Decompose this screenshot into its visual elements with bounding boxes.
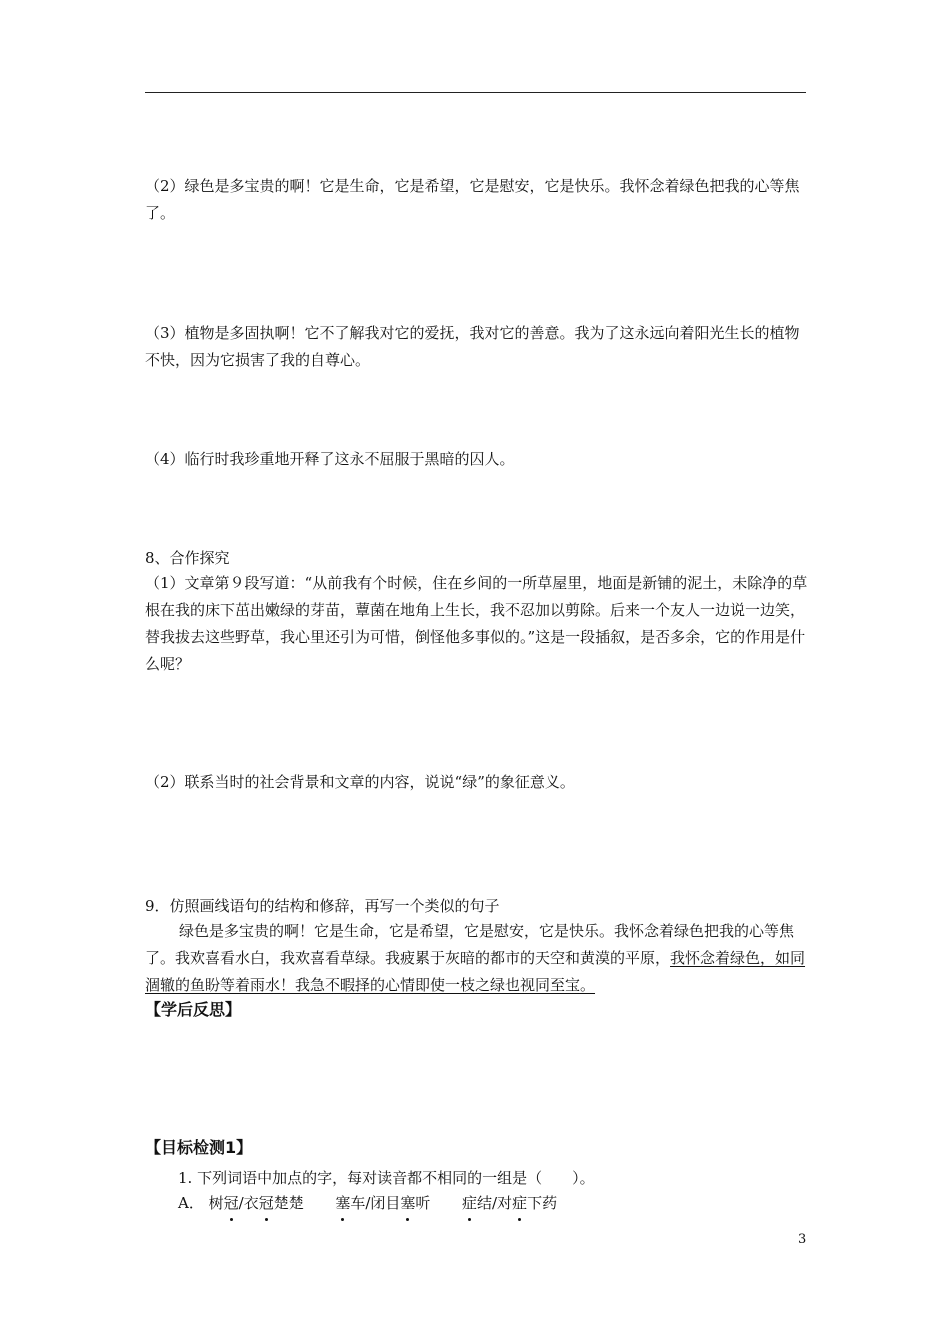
- dotted-char: 塞: [335, 1190, 350, 1217]
- header-rule: [145, 92, 806, 93]
- page-number: 3: [798, 1232, 807, 1247]
- q8-paragraph-1: （1）文章第９段写道：“从前我有个时候，住在乡间的一所草屋里，地面是新铺的泥土，未除净的草根在我的床下茁出嫩绿的芽苗，蕈菌在地角上生长，我不忍加以剪除。后来一个友人一边说一边笑，替我拔去这些野草，我心里还引为可惜，倒怪他多事似的。”这是一段插叙，是否多余，它的作用是什么呢？: [145, 574, 808, 673]
- option-a-pair-1: 树冠/衣冠楚楚: [209, 1194, 304, 1212]
- option-a-pair-2: 塞车/闭目塞听: [335, 1194, 430, 1212]
- q9-title: 9．仿照画线语句的结构和修辞，再写一个类似的句子: [145, 897, 500, 915]
- dotted-char: 症: [512, 1190, 527, 1217]
- q9-body: [145, 918, 810, 999]
- target-option-a: [178, 1190, 557, 1217]
- q7-paragraph-3: （3）植物是多固执啊！它不了解我对它的爱抚，我对它的善意。我为了这永远向着阳光生长的植物不快，因为它损害了我的自尊心。: [145, 324, 800, 369]
- q8-title: 8、合作探究: [145, 549, 230, 567]
- target-heading: 【目标检测1】: [145, 1138, 253, 1157]
- dotted-char: 症: [462, 1190, 477, 1217]
- q9-body-plain: 绿色是多宝贵的啊！它是生命，它是希望，它是慰安，它是快乐。我怀念着绿色把我的心等焦了。我欢喜看水白，我欢喜看草绿。我疲累于灰暗的都市的天空和黄漠的平原，: [145, 922, 795, 967]
- reflection-heading: 【学后反思】: [145, 1000, 242, 1019]
- q7-paragraph-4: （4）临行时我珍重地开释了这永不屈服于黑暗的囚人。: [145, 450, 515, 468]
- dotted-char: 冠: [259, 1190, 274, 1217]
- q7-paragraph-2: （2）绿色是多宝贵的啊！它是生命，它是希望，它是慰安，它是快乐。我怀念着绿色把我的心等焦了。: [145, 177, 800, 222]
- dotted-char: 塞: [400, 1190, 415, 1217]
- option-a-pair-3: 症结/对症下药: [462, 1194, 557, 1212]
- q9-body-underlined: 我怀念着绿色，如同涸辙的鱼盼等着雨水！我急不暇择的心情即使一枝之绿也视同至宝。: [145, 949, 806, 994]
- q8-paragraph-2: （2）联系当时的社会背景和文章的内容，说说“绿”的象征意义。: [145, 773, 575, 791]
- dotted-char: 冠: [224, 1190, 239, 1217]
- option-a-label: A．: [178, 1194, 204, 1212]
- target-question-1: 1. 下列词语中加点的字，每对读音都不相同的一组是（ ）。: [178, 1169, 595, 1187]
